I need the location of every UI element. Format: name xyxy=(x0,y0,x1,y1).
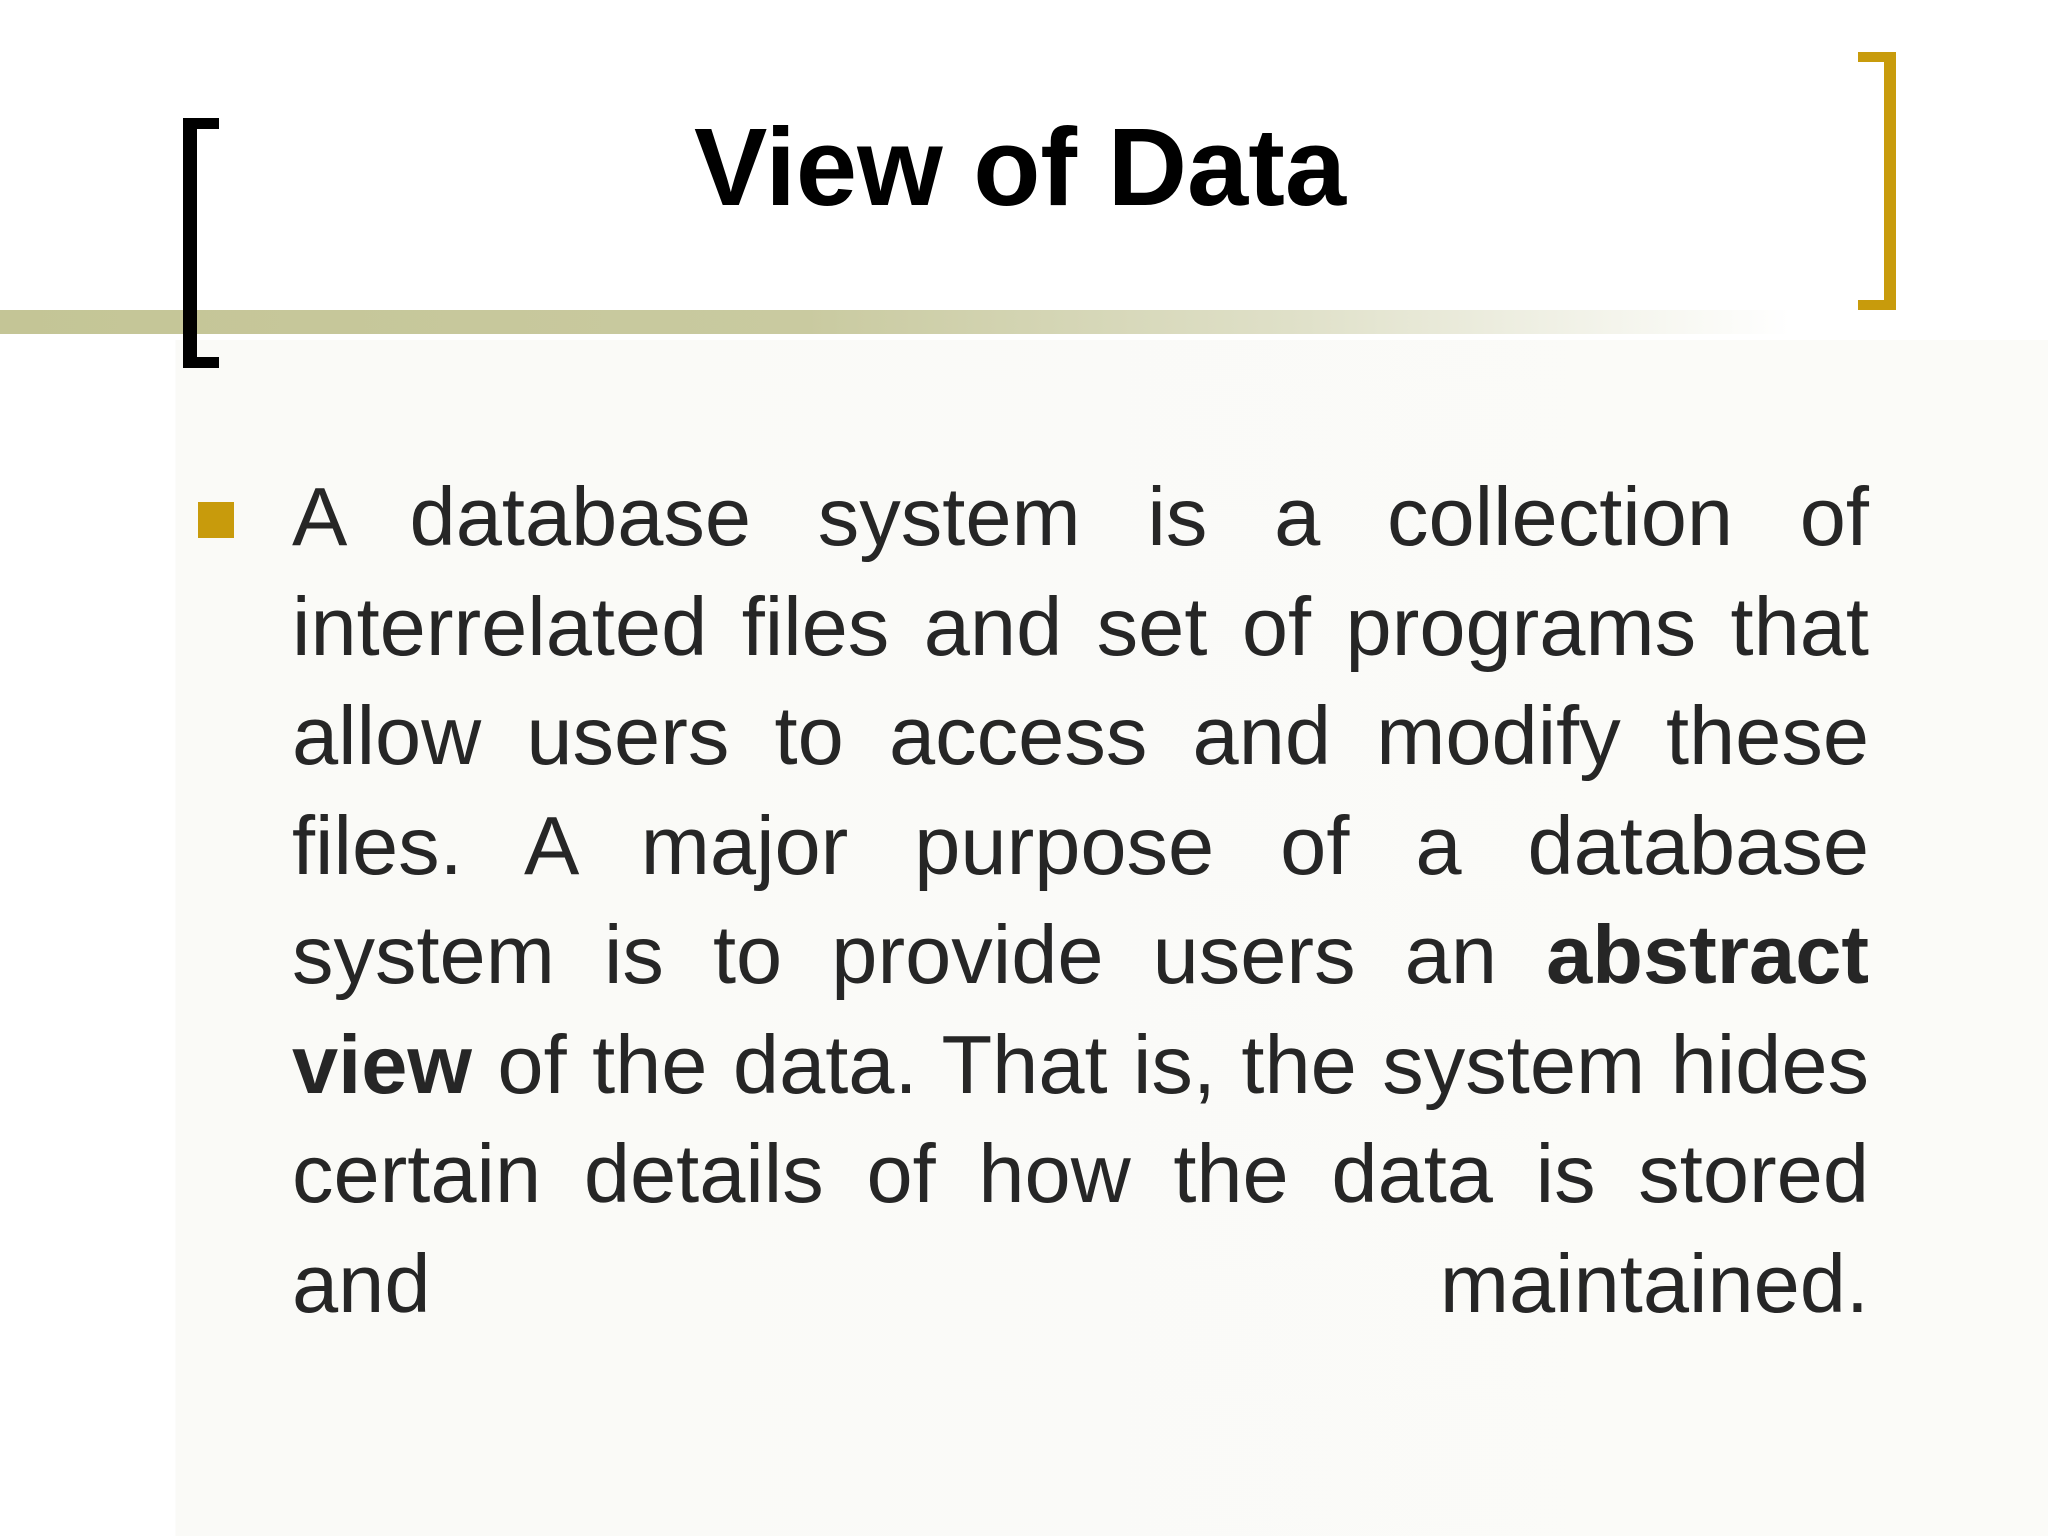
slide-title: View of Data xyxy=(693,106,1347,229)
paragraph-text-start: A database system is a collection of interrelated files and set of programs that allow users to access and modify these files. A major purpose of a database system is to provide users an xyxy=(292,470,1869,1001)
square-bullet-icon xyxy=(198,502,234,538)
bullet-paragraph xyxy=(292,462,1869,1338)
title-underline-rule xyxy=(0,310,1790,334)
paragraph-text-end: of the data. That is, the system hides certain details of how the data is stored and maintained. xyxy=(292,1017,1869,1330)
abstract-view-emphasis: abstract view xyxy=(292,908,1869,1111)
